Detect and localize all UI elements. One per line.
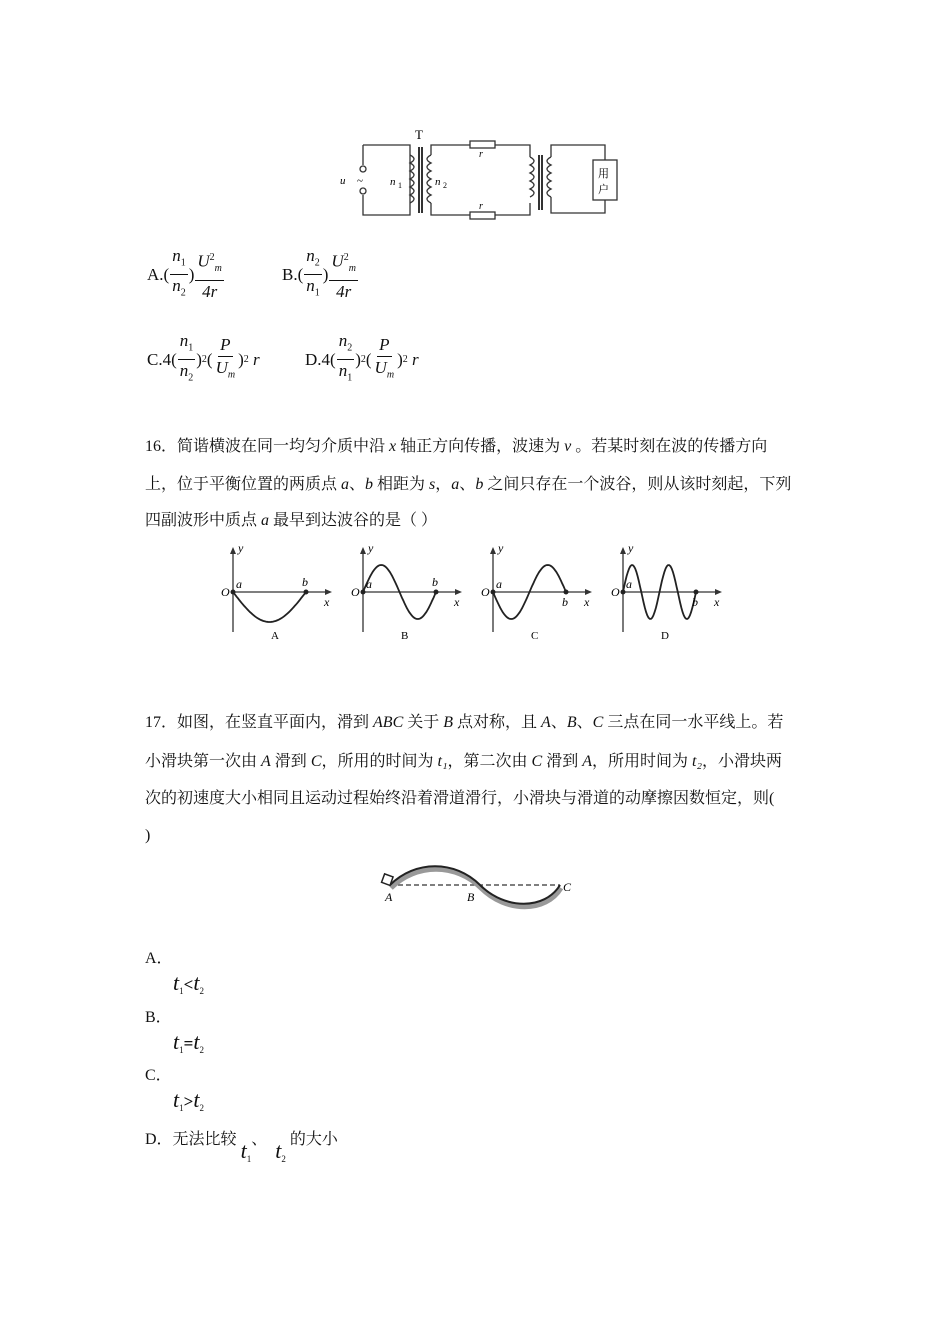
- option-label: D.4(: [305, 349, 336, 369]
- text-segment: a: [341, 476, 350, 493]
- text-segment: ，: [435, 476, 452, 493]
- text-segment: 、: [459, 476, 476, 493]
- q17-option-c[interactable]: C． $t_1>t_2$: [145, 1062, 204, 1113]
- text-line: [145, 437, 767, 457]
- transformer-circuit-diagram: [335, 125, 620, 225]
- text-segment: t₁: [437, 753, 448, 770]
- q15-option-a[interactable]: A.( $\frac{n_1}{n_2}$ ) $\frac{U^2_m}{4r}$: [147, 246, 222, 301]
- origin-label: O: [351, 585, 360, 599]
- text-segment: C: [310, 753, 322, 770]
- text-segment: C: [592, 714, 604, 731]
- option-label: B.(: [282, 264, 304, 284]
- q15-option-d[interactable]: D.4( $\frac{n_2}{n_1}$ ) 2 ( $\frac{P}{U_m}$ ) 2 r: [305, 331, 419, 384]
- user-label-1: 用: [598, 168, 609, 180]
- text-line: [145, 826, 150, 846]
- q15-option-b[interactable]: B.( $\frac{n_2}{n_1}$ ) $\frac{U^2_m}{4r}$: [282, 246, 356, 301]
- text-segment: 关于: [403, 714, 444, 731]
- x-axis-label: x: [714, 595, 720, 609]
- y-axis-label: y: [238, 542, 244, 555]
- text-segment: 次的初速度大小相同且运动过程始终沿着滑道滑行，小滑块与滑道的动摩擦因数恒定，则(: [145, 790, 775, 807]
- text-segment: B: [566, 714, 577, 731]
- text-segment: ，小滑块两: [702, 753, 783, 770]
- text-segment: 16．简谐横波在同一均匀介质中沿: [145, 438, 390, 455]
- wave-graph-a: [220, 542, 335, 642]
- n1-label: n: [390, 176, 396, 188]
- text-segment: ，第二次由: [447, 753, 532, 770]
- text-segment: v: [564, 438, 572, 455]
- text-line: [145, 511, 437, 531]
- text-segment: 、: [576, 714, 593, 731]
- text-segment: B: [443, 714, 454, 731]
- slide-track-figure: [375, 855, 575, 915]
- origin-label: O: [221, 585, 230, 599]
- text-segment: a: [261, 512, 270, 529]
- text-line: [145, 713, 783, 733]
- text-segment: 滑到: [542, 753, 583, 770]
- option-label: C．: [145, 1067, 172, 1084]
- origin-label: O: [481, 585, 490, 599]
- text-segment: s: [429, 476, 436, 493]
- text-segment: A: [541, 714, 551, 731]
- point-a-label: A: [385, 890, 393, 904]
- y-axis-label: y: [628, 542, 634, 555]
- text-segment: C: [531, 753, 543, 770]
- source-label: u: [340, 175, 346, 187]
- x-axis-label: x: [324, 595, 330, 609]
- text-segment: 轴正方向传播，波速为: [396, 438, 565, 455]
- q17-option-d[interactable]: D．无法比较 $t_1$、 $t_2$的大小: [145, 1131, 338, 1165]
- text-segment: b: [365, 476, 374, 493]
- option-label: A．: [145, 950, 173, 967]
- point-b-label: b: [562, 595, 568, 609]
- text-segment: 上，位于平衡位置的两质点: [145, 476, 342, 493]
- origin-label: O: [611, 585, 620, 599]
- point-a-label: a: [496, 577, 502, 591]
- text-line: [145, 475, 791, 495]
- text-segment: a: [451, 476, 460, 493]
- point-b-label: b: [432, 575, 438, 589]
- x-axis-label: x: [454, 595, 460, 609]
- point-a-label: a: [236, 577, 242, 591]
- option-label: B．: [145, 1009, 172, 1026]
- y-axis-label: y: [498, 542, 504, 555]
- text-segment: A: [261, 753, 271, 770]
- resistor-bottom-label: r: [479, 201, 483, 212]
- n2-label: n: [435, 176, 441, 188]
- resistor-top-label: r: [479, 149, 483, 160]
- text-segment: t₂: [692, 753, 703, 770]
- point-b-label: b: [692, 595, 698, 609]
- text-segment: ，所用时间为: [592, 753, 693, 770]
- text-segment: 17．如图，在竖直平面内，滑到: [145, 714, 374, 731]
- graph-caption: D: [661, 630, 669, 642]
- text-segment: 点对称，且: [453, 714, 542, 731]
- wave-graph-d: [610, 542, 725, 642]
- transformer-label: T: [415, 127, 423, 142]
- x-axis-label: x: [584, 595, 590, 609]
- text-segment: ABC: [373, 714, 404, 731]
- text-line: [145, 752, 782, 772]
- wave-graph-c: [480, 542, 595, 642]
- n2-sub: 2: [443, 181, 447, 190]
- text-segment: 最早到达波谷的是（ ）: [269, 512, 438, 529]
- text-segment: ): [145, 827, 151, 844]
- text-line: [145, 789, 774, 809]
- q17-option-a[interactable]: A． $t_1<t_2$: [145, 945, 204, 996]
- option-label: A.(: [147, 264, 170, 284]
- y-axis-label: y: [368, 542, 374, 555]
- option-label: C.4(: [147, 349, 177, 369]
- text-segment: 之间只存在一个波谷，则从该时刻起，下列: [483, 476, 792, 493]
- text-segment: x: [389, 438, 397, 455]
- point-a-label: a: [626, 577, 632, 591]
- q17-option-b[interactable]: B． $t_1=t_2$: [145, 1004, 204, 1055]
- graph-caption: C: [531, 630, 539, 642]
- text-segment: b: [475, 476, 484, 493]
- text-segment: 。若某时刻在波的传播方向: [571, 438, 768, 455]
- ac-symbol: ~: [357, 175, 363, 187]
- user-label-2: 户: [598, 184, 609, 196]
- point-a-label: a: [366, 577, 372, 591]
- wave-graph-b: [350, 542, 465, 642]
- text-segment: 滑到: [270, 753, 311, 770]
- text-segment: 、: [550, 714, 567, 731]
- text-segment: ，所用的时间为: [321, 753, 438, 770]
- graph-caption: B: [401, 630, 409, 642]
- text-segment: 三点在同一水平线上。若: [603, 714, 784, 731]
- point-c-label: C: [563, 880, 572, 894]
- text-segment: A: [582, 753, 592, 770]
- text-segment: 相距为: [373, 476, 430, 493]
- q15-option-c[interactable]: C.4( $\frac{n_1}{n_2}$ ) 2 ( $\frac{P}{U_m}$ ) 2 r: [147, 331, 260, 384]
- text-segment: 、: [349, 476, 366, 493]
- point-b-label: b: [302, 575, 308, 589]
- point-b-label: B: [467, 890, 475, 904]
- text-segment: 四副波形中质点: [145, 512, 262, 529]
- text-segment: 小滑块第一次由: [145, 753, 262, 770]
- n1-sub: 1: [398, 181, 402, 190]
- option-label: D．无法比较: [145, 1131, 237, 1148]
- graph-caption: A: [271, 630, 279, 642]
